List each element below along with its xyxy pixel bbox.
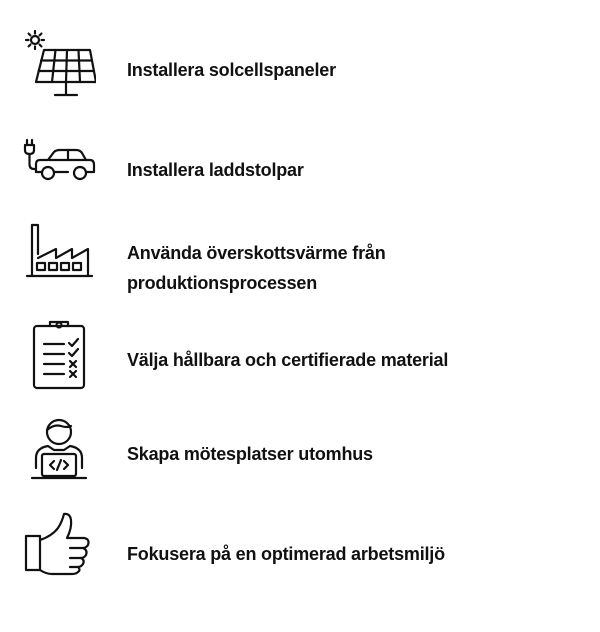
solar-panel-icon <box>22 28 96 102</box>
person-laptop-icon <box>22 412 96 486</box>
list-item-charging <box>0 126 600 206</box>
checklist-clipboard-icon <box>22 318 96 392</box>
item-label-factory: Använda överskottsvärme från produktionsprocessen <box>127 243 386 293</box>
list-item-workplace <box>0 508 600 588</box>
thumbs-up-icon <box>22 508 96 582</box>
item-label-meeting: Skapa mötesplatser utomhus <box>127 444 373 464</box>
item-label-charging: Installera laddstolpar <box>127 160 304 180</box>
item-label-workplace: Fokusera på en optimerad arbetsmiljö <box>127 544 445 564</box>
electric-car-icon <box>22 126 96 200</box>
list-item-meeting <box>0 412 600 492</box>
list-item-materials <box>0 318 600 398</box>
list-item-factory <box>0 222 600 302</box>
item-label-solar: Installera solcellspaneler <box>127 60 336 80</box>
item-label-materials: Välja hållbara och certifierade material <box>127 350 449 370</box>
factory-icon <box>22 222 96 296</box>
list-item-solar <box>0 28 600 108</box>
